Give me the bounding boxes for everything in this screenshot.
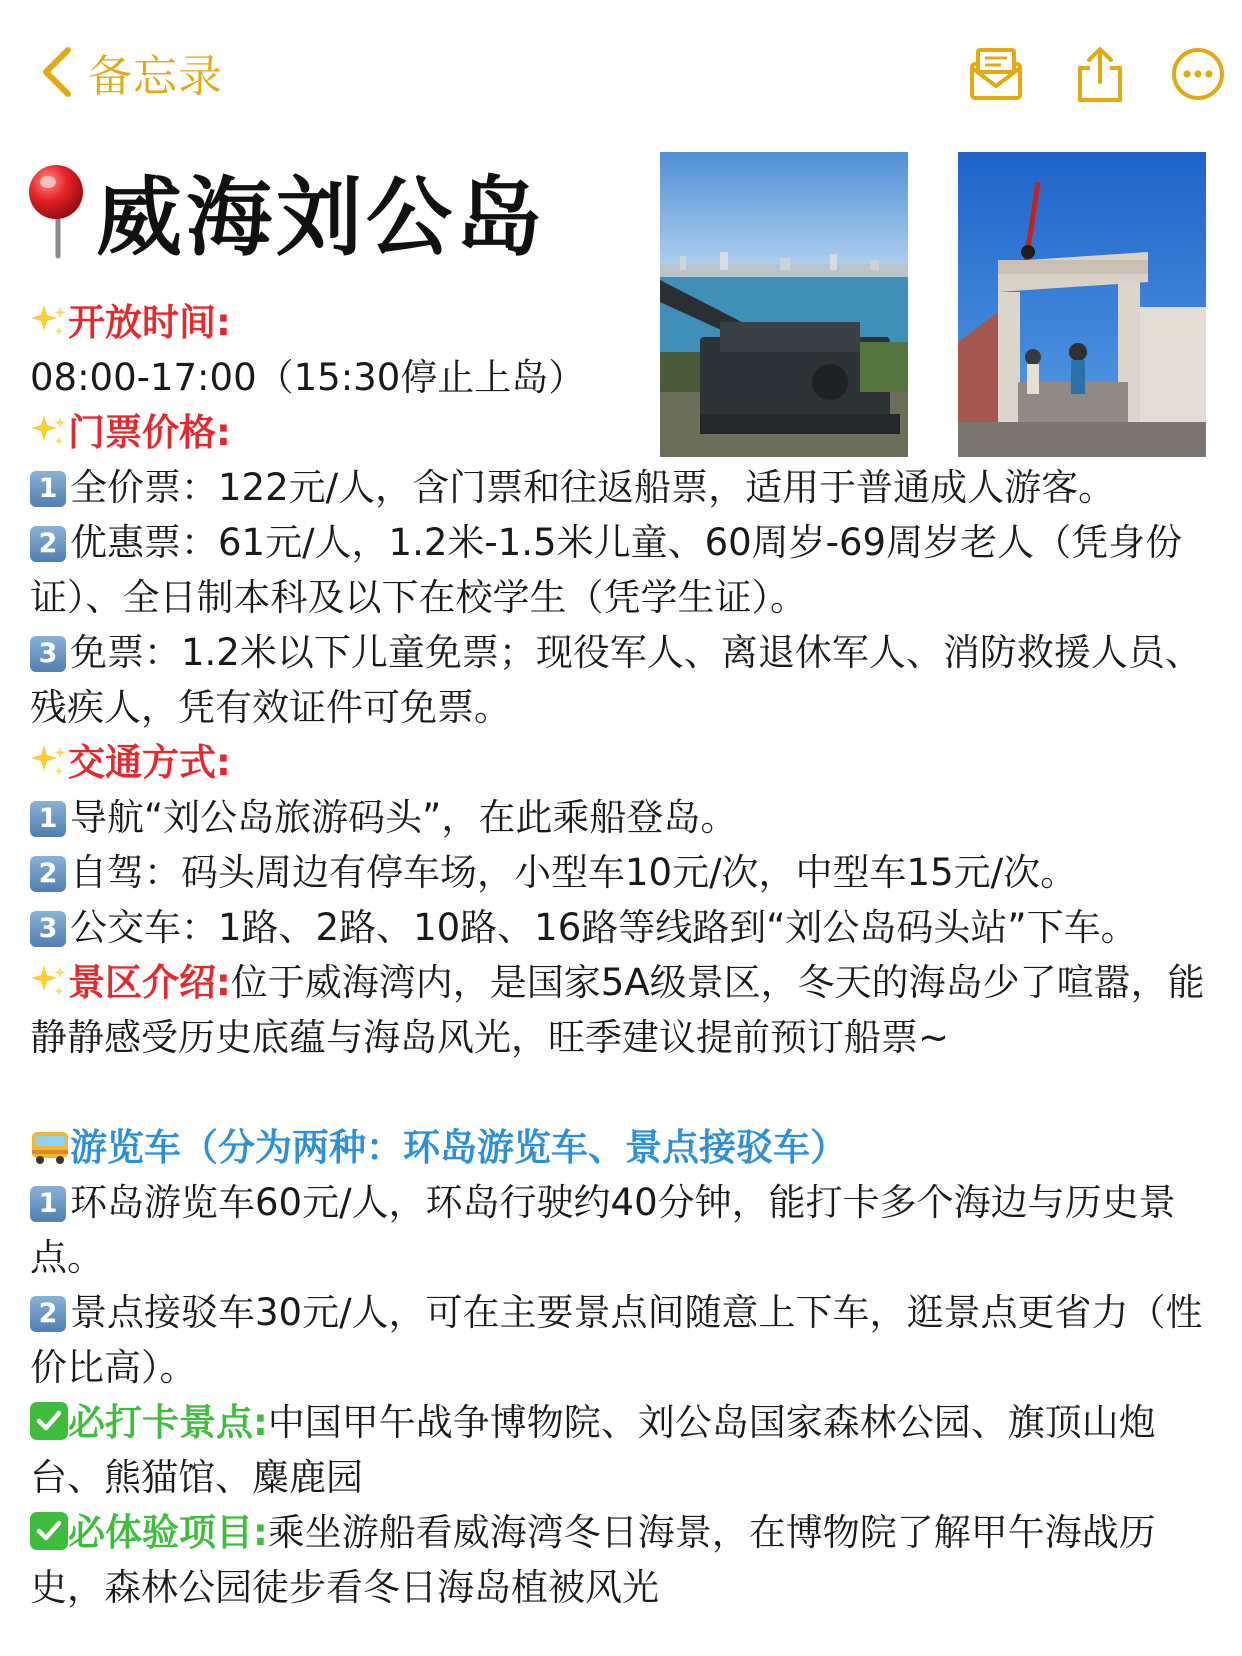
blank-line	[30, 1065, 1215, 1120]
tickets-heading: 门票价格:	[68, 411, 231, 454]
check-mark-icon	[30, 1402, 68, 1440]
transport-heading-line	[30, 735, 1215, 790]
ticket-item	[30, 515, 1215, 625]
must-see-paragraph	[30, 1395, 1215, 1505]
intro-text: 位于威海湾内，是国家5A级景区，冬天的海岛少了喧嚣，能静静感受历史底蕴与海岛风光，旺季建议提前预订船票~	[30, 961, 1205, 1059]
must-see-heading: 必打卡景点:	[68, 1401, 268, 1444]
keycap-3-icon: 3	[30, 636, 66, 672]
more-button[interactable]	[1170, 46, 1226, 102]
check-mark-icon	[30, 1512, 68, 1550]
transport-item-text: 公交车：1路、2路、10路、16路等线路到“刘公岛码头站”下车。	[70, 906, 1138, 949]
compose-mail-icon	[968, 46, 1024, 102]
open-time-heading-line	[30, 295, 1230, 350]
sparkles-icon	[30, 303, 68, 341]
sightseeing-car-item	[30, 1285, 1215, 1395]
keycap-1-icon: 1	[30, 1186, 66, 1222]
transport-item-text: 导航“刘公岛旅游码头”，在此乘船登岛。	[70, 796, 738, 839]
ticket-item-text: 优惠票：61元/人，1.2米-1.5米儿童、60周岁-69周岁老人（凭身份证）、全日制本科及以下在校学生（凭学生证）。	[30, 521, 1183, 619]
sparkles-icon	[30, 743, 68, 781]
keycap-2-icon: 2	[30, 526, 66, 562]
sightseeing-car-heading: 游览车（分为两种：环岛游览车、景点接驳车）	[70, 1126, 847, 1169]
bus-icon	[30, 1128, 70, 1166]
transport-item-text: 自驾：码头周边有停车场，小型车10元/次，中型车15元/次。	[70, 851, 1078, 894]
compose-mail-button[interactable]	[968, 46, 1024, 102]
open-time-heading: 开放时间:	[68, 301, 231, 344]
share-icon	[1072, 46, 1128, 102]
sparkles-icon	[30, 413, 68, 451]
sightseeing-car-heading-line	[30, 1120, 1215, 1175]
ticket-item	[30, 460, 1215, 515]
sightseeing-car-item-text: 景点接驳车30元/人，可在主要景点间随意上下车，逛景点更省力（性价比高）。	[30, 1291, 1203, 1389]
open-time-value: 08:00-17:00（15:30停止上岛）	[30, 356, 586, 399]
transport-heading: 交通方式:	[68, 741, 231, 784]
transport-item	[30, 845, 1215, 900]
note-body-top	[30, 295, 1230, 460]
transport-item	[30, 790, 1215, 845]
keycap-2-icon: 2	[30, 1296, 66, 1332]
keycap-1-icon: 1	[30, 471, 66, 507]
keycap-1-icon: 1	[30, 801, 66, 837]
sparkles-icon	[30, 963, 68, 1001]
keycap-3-icon: 3	[30, 911, 66, 947]
sightseeing-car-item	[30, 1175, 1215, 1285]
note-body-main	[30, 460, 1215, 1615]
must-do-heading: 必体验项目:	[68, 1511, 268, 1554]
intro-heading: 景区介绍:	[68, 961, 231, 1004]
ticket-item	[30, 625, 1215, 735]
intro-paragraph	[30, 955, 1215, 1065]
note-title: 威海刘公岛	[96, 168, 546, 268]
ticket-item-text: 全价票：122元/人，含门票和往返船票，适用于普通成人游客。	[70, 466, 1116, 509]
chevron-left-icon	[40, 46, 74, 98]
more-icon	[1170, 46, 1226, 102]
must-do-paragraph	[30, 1505, 1215, 1615]
keycap-2-icon: 2	[30, 856, 66, 892]
back-button[interactable]	[40, 42, 223, 102]
transport-item	[30, 900, 1215, 955]
note-title-row	[20, 150, 546, 270]
ticket-item-text: 免票：1.2米以下儿童免票；现役军人、离退休军人、消防救援人员、残疾人，凭有效证件可免票。	[30, 631, 1202, 729]
must-do-text: 乘坐游船看威海湾冬日海景，在博物院了解甲午海战历史，森林公园徒步看冬日海岛植被风光	[30, 1511, 1156, 1609]
sightseeing-car-item-text: 环岛游览车60元/人，环岛行驶约40分钟，能打卡多个海边与历史景点。	[30, 1181, 1176, 1279]
pushpin-icon	[20, 160, 90, 260]
share-button[interactable]	[1072, 46, 1128, 102]
must-see-text: 中国甲午战争博物院、刘公岛国家森林公园、旗顶山炮台、熊猫馆、麋鹿园	[30, 1401, 1156, 1499]
nav-bar	[0, 0, 1242, 140]
tickets-heading-line	[30, 405, 1230, 460]
back-label: 备忘录	[88, 51, 223, 102]
